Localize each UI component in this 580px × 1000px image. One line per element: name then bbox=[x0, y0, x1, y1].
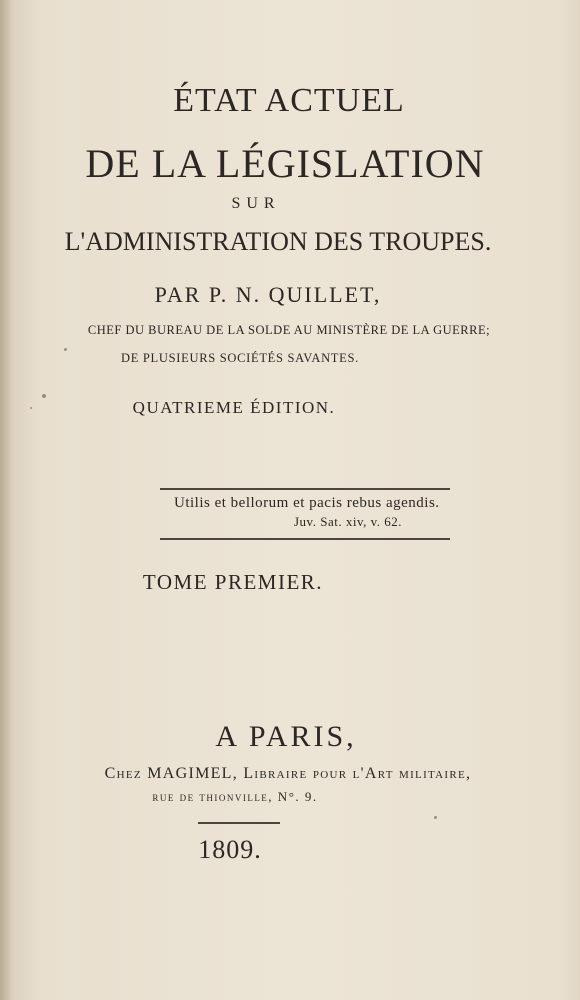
imprint-city: A PARIS, bbox=[215, 720, 357, 753]
title-line-3: SUR bbox=[231, 195, 281, 212]
imprint-publisher: Chez MAGIMEL, Libraire pour l'Art militaire, bbox=[104, 765, 472, 782]
title-line-4: L'ADMINISTRATION DES TROUPES. bbox=[64, 227, 492, 256]
paper-speck bbox=[30, 407, 32, 409]
epigraph-citation: Juv. Sat. xiv, v. 62. bbox=[294, 514, 402, 529]
edition-label: QUATRIEME ÉDITION. bbox=[132, 398, 336, 417]
title-line-2: DE LA LÉGISLATION bbox=[85, 141, 485, 186]
paper-speck bbox=[42, 394, 46, 398]
volume-label: TOME PREMIER. bbox=[142, 570, 324, 594]
title-line-1: ÉTAT ACTUEL bbox=[173, 82, 405, 119]
epigraph-quote: Utilis et bellorum et pacis rebus agendis. bbox=[174, 495, 440, 511]
author-name: PAR P. N. QUILLET, bbox=[154, 282, 382, 307]
imprint-year: 1809. bbox=[198, 835, 262, 864]
author-role-1: CHEF DU BUREAU DE LA SOLDE AU MINISTÈRE DE LA GUERRE; bbox=[87, 323, 491, 337]
paper-speck bbox=[434, 816, 437, 819]
paper-speck bbox=[64, 348, 67, 351]
author-role-2: DE PLUSIEURS SOCIÉTÉS SAVANTES. bbox=[121, 351, 359, 365]
epigraph-top-rule bbox=[160, 488, 450, 490]
imprint-address: rue de thionville, N°. 9. bbox=[152, 789, 318, 804]
imprint-rule bbox=[198, 822, 280, 824]
epigraph-bottom-rule bbox=[160, 538, 450, 540]
